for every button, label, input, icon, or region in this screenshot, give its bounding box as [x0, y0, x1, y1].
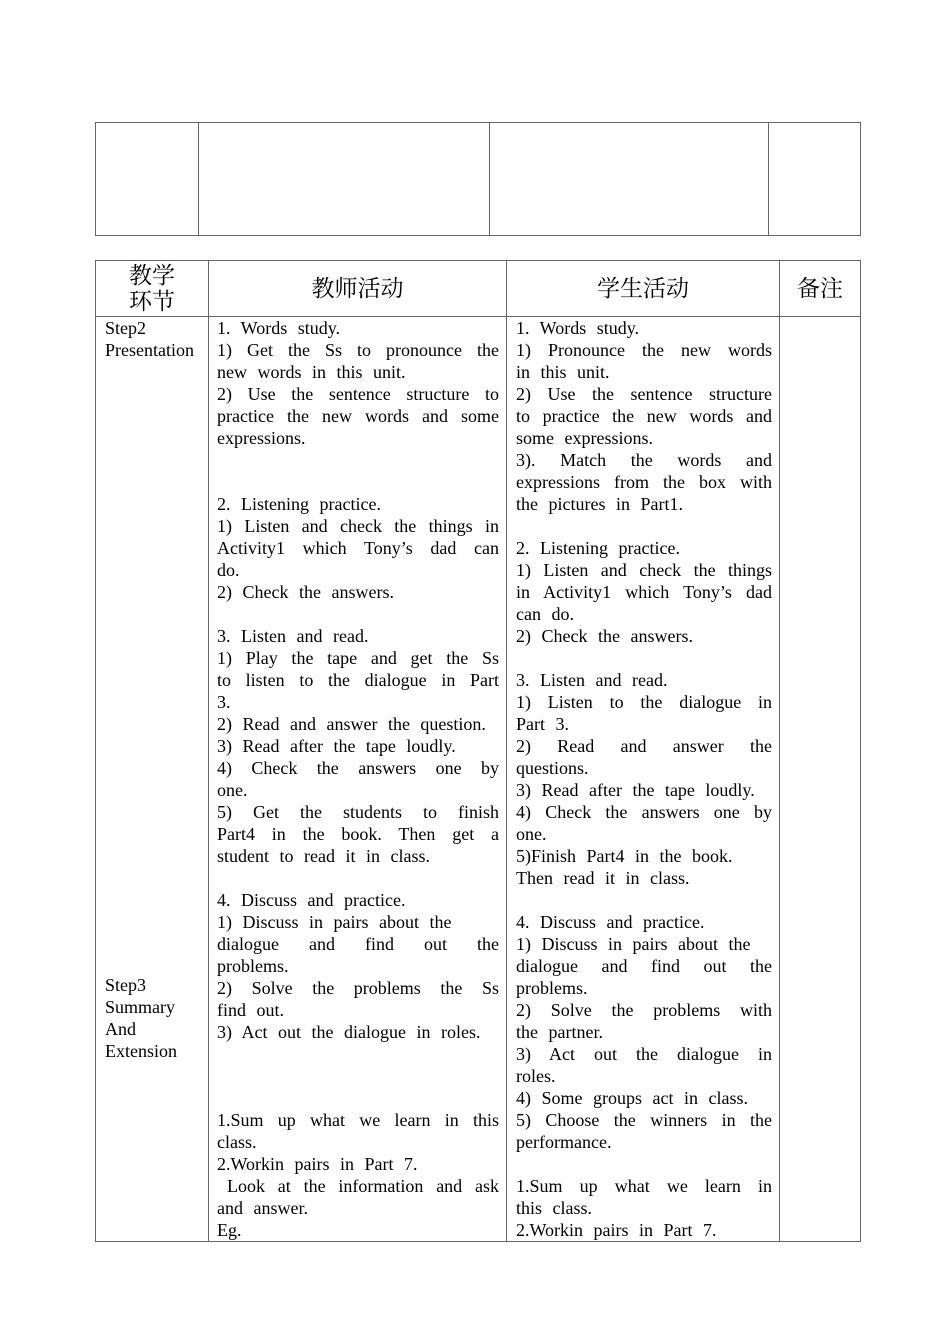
header-notes-label: 备注: [797, 275, 843, 301]
student-activity-line: 4) Check the answers one by: [516, 802, 772, 822]
notes-cell: [779, 316, 861, 1242]
student-activity-line: dialogue and find out the: [516, 956, 772, 976]
teacher-activity-item: [217, 735, 499, 757]
teacher-activity-line: 1) Play the tape and get the Ss: [217, 648, 499, 668]
teacher-activity-line: 4. Discuss and practice.: [217, 890, 406, 910]
student-activity-line: the pictures in Part1.: [516, 494, 683, 514]
teacher-activity-line: 2) Use the sentence structure to: [217, 384, 499, 404]
student-activity-item: [516, 779, 772, 801]
header-student-label: 学生活动: [597, 275, 689, 301]
student-activity-line: 3) Act out the dialogue in: [516, 1044, 772, 1064]
student-activity-item: [516, 845, 772, 867]
teacher-activity-line: Part4 in the book. Then get a: [217, 824, 499, 844]
student-activity-item: [516, 537, 772, 559]
student-activity-item: [516, 1175, 772, 1219]
teacher-activity-line: 1) Get the Ss to pronounce the: [217, 340, 499, 360]
teacher-activity-line: expressions.: [217, 428, 306, 448]
header-stage-line: 教学: [129, 262, 175, 288]
stage-line: Step3: [105, 975, 147, 995]
teacher-activity-item: [217, 1219, 499, 1241]
teacher-activity-item: [217, 625, 499, 647]
teacher-activity-line: and answer.: [217, 1198, 308, 1218]
student-activity-line: roles.: [516, 1066, 556, 1086]
teacher-activity-line: 1) Discuss in pairs about the: [217, 912, 452, 932]
student-activity-item: [516, 735, 772, 779]
teacher-activity-line: 2) Solve the problems the Ss: [217, 978, 499, 998]
teacher-activity-line: 1. Words study.: [217, 318, 341, 338]
student-activity-item: [516, 669, 772, 691]
blank-line: [516, 1153, 772, 1175]
teacher-activity-line: student to read it in class.: [217, 846, 430, 866]
student-activity-item: [516, 339, 772, 383]
top-table-cell-2: [198, 122, 490, 236]
teacher-activity-line: 3) Read after the tape loudly.: [217, 736, 456, 756]
student-activity-line: 3) Read after the tape loudly.: [516, 780, 755, 800]
student-activity-line: 5)Finish Part4 in the book.: [516, 846, 733, 866]
header-stage-line: 环节: [129, 288, 175, 314]
blank-line: [217, 1087, 499, 1109]
blank-line: [217, 867, 499, 889]
teacher-activity-item: [217, 581, 499, 603]
student-activity-line: 2) Read and answer the: [516, 736, 772, 756]
teacher-activity-item: [217, 889, 499, 911]
student-activity-line: 1) Listen to the dialogue in: [516, 692, 772, 712]
teacher-activity-line: 2) Read and answer the question.: [217, 714, 486, 734]
student-activity-line: 3). Match the words and: [516, 450, 772, 470]
student-activity-line: 1) Listen and check the things: [516, 560, 772, 580]
student-activity-line: performance.: [516, 1132, 612, 1152]
teacher-activity-line: 5) Get the students to finish: [217, 802, 499, 822]
student-activity-line: 4) Some groups act in class.: [516, 1088, 748, 1108]
student-activity-line: Part 3.: [516, 714, 569, 734]
stage-cell: [95, 316, 209, 1242]
student-activity-item: [516, 955, 772, 999]
teacher-activity-item: [217, 757, 499, 801]
blank-line: [217, 449, 499, 471]
teacher-activity-item: [217, 713, 499, 735]
student-activity-line: problems.: [516, 978, 588, 998]
teacher-activity-line: 2) Check the answers.: [217, 582, 394, 602]
teacher-activity-line: 3.: [217, 692, 231, 712]
header-stage-cell: [95, 260, 209, 317]
blank-line: [217, 603, 499, 625]
top-table-cell-1: [95, 122, 199, 236]
student-activity-item: [516, 911, 772, 933]
student-activity-item: [516, 867, 772, 889]
student-activity-item: [516, 933, 772, 955]
stage-line: Extension: [105, 1041, 177, 1061]
student-activity-line: 2. Listening practice.: [516, 538, 680, 558]
student-activity-line: this class.: [516, 1198, 592, 1218]
teacher-activity-line: 1.Sum up what we learn in this: [217, 1110, 499, 1130]
teacher-activity-line: one.: [217, 780, 248, 800]
teacher-activity-item: [217, 911, 499, 933]
teacher-activity-item: [217, 1153, 499, 1175]
student-activity-item: [516, 559, 772, 625]
student-activity-item: [516, 1087, 772, 1109]
student-activity-line: 2.Workin pairs in Part 7.: [516, 1220, 717, 1240]
top-table-cell-3: [489, 122, 769, 236]
stage-line: Step2: [105, 318, 147, 338]
blank-line: [217, 471, 499, 493]
student-activity-line: 1. Words study.: [516, 318, 640, 338]
student-activity-line: questions.: [516, 758, 589, 778]
student-activity-line: 1.Sum up what we learn in: [516, 1176, 772, 1196]
student-activity-line: one.: [516, 824, 547, 844]
teacher-activity-item: [217, 339, 499, 383]
teacher-activity-line: class.: [217, 1132, 257, 1152]
teacher-activity-item: [217, 801, 499, 867]
teacher-activity-item: [217, 1175, 499, 1219]
teacher-activity-item: [217, 515, 499, 581]
student-activity-line: 1) Discuss in pairs about the: [516, 934, 751, 954]
student-activity-line: 5) Choose the winners in the: [516, 1110, 772, 1130]
teacher-activity-line: do.: [217, 560, 240, 580]
blank-line: [217, 1065, 499, 1087]
blank-line: [516, 647, 772, 669]
stage-line: And: [105, 1019, 136, 1039]
student-activity-line: the partner.: [516, 1022, 603, 1042]
teacher-activity-line: 1) Listen and check the things in: [217, 516, 499, 536]
header-teacher-cell: [208, 260, 507, 317]
teacher-activity-line: Activity1 which Tony’s dad can: [217, 538, 499, 558]
teacher-activity-cell: [208, 316, 507, 1242]
teacher-activity-line: to listen to the dialogue in Part: [217, 670, 499, 690]
teacher-activity-line: dialogue and find out the: [217, 934, 499, 954]
teacher-activity-item: [217, 977, 499, 1021]
teacher-activity-item: [217, 317, 499, 339]
blank-line: [516, 889, 772, 911]
student-activity-item: [516, 1043, 772, 1087]
student-activity-line: 3. Listen and read.: [516, 670, 668, 690]
top-table-cell-4: [768, 122, 861, 236]
student-activity-item: [516, 625, 772, 647]
student-activity-item: [516, 999, 772, 1043]
blank-line: [516, 515, 772, 537]
student-activity-item: [516, 383, 772, 449]
student-activity-line: can do.: [516, 604, 574, 624]
teacher-activity-item: [217, 383, 499, 449]
student-activity-line: 2) Solve the problems with: [516, 1000, 772, 1020]
teacher-activity-line: 3. Listen and read.: [217, 626, 369, 646]
student-activity-item: [516, 691, 772, 735]
student-activity-line: in this unit.: [516, 362, 610, 382]
teacher-activity-item: [217, 1109, 499, 1153]
teacher-activity-line: 2. Listening practice.: [217, 494, 381, 514]
student-activity-line: to practice the new words and: [516, 406, 772, 426]
teacher-activity-item: [217, 647, 499, 713]
teacher-activity-line: problems.: [217, 956, 289, 976]
student-activity-line: expressions from the box with: [516, 472, 772, 492]
student-activity-line: 4. Discuss and practice.: [516, 912, 705, 932]
student-activity-line: in Activity1 which Tony’s dad: [516, 582, 772, 602]
student-activity-item: [516, 801, 772, 845]
teacher-activity-line: find out.: [217, 1000, 284, 1020]
teacher-activity-line: Look at the information and ask: [227, 1176, 499, 1196]
stage-line: Summary: [105, 997, 175, 1017]
student-activity-line: 1) Pronounce the new words: [516, 340, 772, 360]
student-activity-item: [516, 1219, 772, 1241]
teacher-activity-item: [217, 933, 499, 977]
student-activity-line: 2) Check the answers.: [516, 626, 693, 646]
teacher-activity-item: [217, 1021, 499, 1043]
teacher-activity-item: [217, 493, 499, 515]
teacher-activity-line: 4) Check the answers one by: [217, 758, 499, 778]
student-activity-cell: [506, 316, 780, 1242]
teacher-activity-line: 3) Act out the dialogue in roles.: [217, 1022, 481, 1042]
stage-step2: [105, 317, 208, 361]
header-teacher-label: 教师活动: [311, 275, 404, 301]
header-student-cell: [506, 260, 780, 317]
teacher-activity-line: practice the new words and some: [217, 406, 499, 426]
blank-line: [217, 1043, 499, 1065]
student-activity-line: Then read it in class.: [516, 868, 690, 888]
student-activity-item: [516, 317, 772, 339]
stage-line: Presentation: [105, 340, 194, 360]
teacher-activity-line: Eg.: [217, 1220, 242, 1240]
stage-step3: [105, 974, 177, 1062]
teacher-activity-line: new words in this unit.: [217, 362, 406, 382]
student-activity-line: some expressions.: [516, 428, 653, 448]
teacher-activity-line: 2.Workin pairs in Part 7.: [217, 1154, 418, 1174]
student-activity-line: 2) Use the sentence structure: [516, 384, 772, 404]
student-activity-item: [516, 449, 772, 515]
student-activity-item: [516, 1109, 772, 1153]
header-notes-cell: [779, 260, 861, 317]
